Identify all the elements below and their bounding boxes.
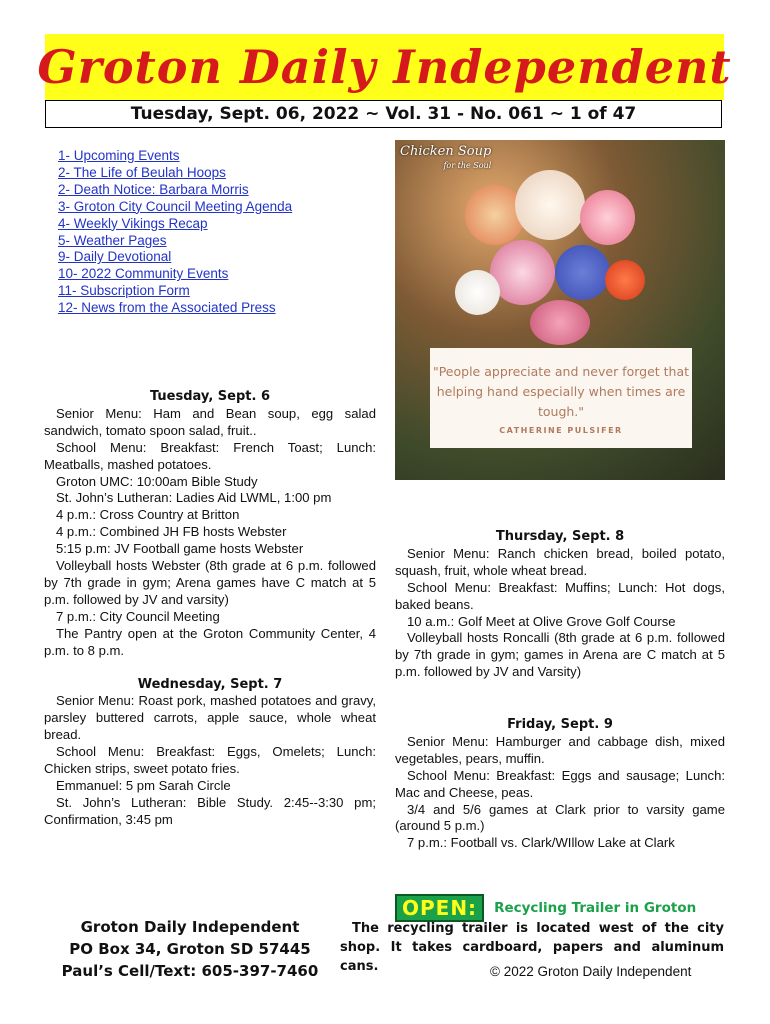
toc-link[interactable]: 9- Daily Devotional <box>58 249 172 265</box>
event-item: 10 a.m.: Golf Meet at Olive Grove Golf Course <box>407 613 676 629</box>
table-of-contents <box>58 148 388 317</box>
publisher-contact <box>44 916 336 982</box>
events-column-left <box>44 389 376 829</box>
event-item: School Menu: Breakfast: Muffins; Lunch: Hot dogs, baked beans. <box>395 579 725 612</box>
quote-text: "People appreciate and never forget that helping hand especially when times are tough." <box>432 364 690 419</box>
event-item: 7 p.m.: Football vs. Clark/WIllow Lake at Clark <box>407 835 675 851</box>
event-item: Volleyball hosts Webster (8th grade at 6 p.m. followed by 7th grade in gym; Arena games have C match at 5 p.m. followed by JV and varsity) <box>44 558 376 607</box>
event-item: The Pantry open at the Groton Community Center, 4 p.m. to 8 p.m. <box>44 625 376 658</box>
publisher-address: PO Box 34, Groton SD 57445 <box>69 940 311 958</box>
publisher-phone: Paul’s Cell/Text: 605-397-7460 <box>61 962 319 980</box>
open-badge: OPEN: <box>395 894 484 922</box>
event-item: School Menu: Breakfast: French Toast; Lunch: Meatballs, mashed potatoes. <box>44 439 376 472</box>
chicken-soup-quote-image <box>395 140 725 480</box>
event-item: Senior Menu: Ham and Bean soup, egg salad sandwich, tomato spoon salad, fruit.. <box>44 405 376 438</box>
toc-link[interactable]: 2- Death Notice: Barbara Morris <box>58 181 249 197</box>
flower-decoration <box>515 170 585 240</box>
recycling-text: The recycling trailer is located west of the city shop. It takes cardboard, papers and aluminum cans. <box>340 921 724 974</box>
toc-link[interactable]: 10- 2022 Community Events <box>58 266 229 282</box>
flower-decoration <box>530 300 590 345</box>
quote-box <box>430 348 692 448</box>
event-item: Volleyball hosts Roncalli (8th grade at 6 p.m. followed by 7th grade in gym; games in Arena are C match at 5 p.m. followed by JV and Varsity) <box>395 630 725 680</box>
publisher-name: Groton Daily Independent <box>80 918 300 936</box>
day-heading: Tuesday, Sept. 6 <box>149 389 271 404</box>
event-item: 5:15 p.m: JV Football game hosts Webster <box>56 541 304 557</box>
toc-link[interactable]: 11- Subscription Form <box>58 283 190 299</box>
recycling-notice-header <box>395 894 696 922</box>
dateline: Tuesday, Sept. 06, 2022 ~ Vol. 31 - No. 061 ~ 1 of 47 <box>45 100 722 128</box>
chicken-soup-logo: Chicken Soup for the Soul <box>400 144 492 170</box>
flower-decoration <box>455 270 500 315</box>
event-item: School Menu: Breakfast: Eggs and sausage; Lunch: Mac and Cheese, peas. <box>395 767 725 800</box>
day-heading: Thursday, Sept. 8 <box>495 529 625 544</box>
flower-decoration <box>555 245 610 300</box>
quote-author: CATHERINE PULSIFER <box>499 426 623 435</box>
copyright: © 2022 Groton Daily Independent <box>490 964 692 979</box>
events-column-thursday <box>395 529 725 681</box>
event-item: 4 p.m.: Cross Country at Britton <box>56 507 240 523</box>
event-item: Emmanuel: 5 pm Sarah Circle <box>56 777 231 793</box>
toc-link[interactable]: 5- Weather Pages <box>58 232 167 248</box>
toc-link[interactable]: 1- Upcoming Events <box>58 148 180 163</box>
event-item: 3/4 and 5/6 games at Clark prior to varsity game (around 5 p.m.) <box>395 801 725 834</box>
event-item: Senior Menu: Ranch chicken bread, boiled potato, squash, fruit, whole wheat bread. <box>395 545 725 578</box>
toc-link[interactable]: 4- Weekly Vikings Recap <box>58 215 208 231</box>
recycling-title: Recycling Trailer in Groton <box>494 900 697 916</box>
toc-link[interactable]: 2- The Life of Beulah Hoops <box>58 164 226 180</box>
day-heading: Friday, Sept. 9 <box>507 717 613 732</box>
day-heading: Wednesday, Sept. 7 <box>137 676 283 692</box>
event-item: Senior Menu: Hamburger and cabbage dish, mixed vegetables, pears, muffin. <box>395 733 725 766</box>
event-item: 4 p.m.: Combined JH FB hosts Webster <box>56 524 287 540</box>
event-item: Senior Menu: Roast pork, mashed potatoes and gravy, parsley buttered carrots, apple sauce, whole wheat bread. <box>44 693 376 743</box>
event-item: School Menu: Breakfast: Eggs, Omelets; Lunch: Chicken strips, sweet potato fries. <box>44 744 376 777</box>
event-item: Groton UMC: 10:00am Bible Study <box>56 473 258 489</box>
masthead <box>37 34 732 100</box>
event-item: St. John’s Lutheran: Ladies Aid LWML, 1:00 pm <box>56 490 332 506</box>
flower-decoration <box>580 190 635 245</box>
toc-link[interactable]: 3- Groton City Council Meeting Agenda <box>58 198 293 214</box>
event-item: 7 p.m.: City Council Meeting <box>56 608 220 624</box>
masthead-title: Groton Daily Independent <box>37 40 732 94</box>
toc-link[interactable]: 12- News from the Associated Press <box>58 300 276 316</box>
events-column-friday <box>395 717 725 852</box>
flower-decoration <box>605 260 645 300</box>
event-item: St. John’s Lutheran: Bible Study. 2:45--3:30 pm; Confirmation, 3:45 pm <box>44 794 376 827</box>
